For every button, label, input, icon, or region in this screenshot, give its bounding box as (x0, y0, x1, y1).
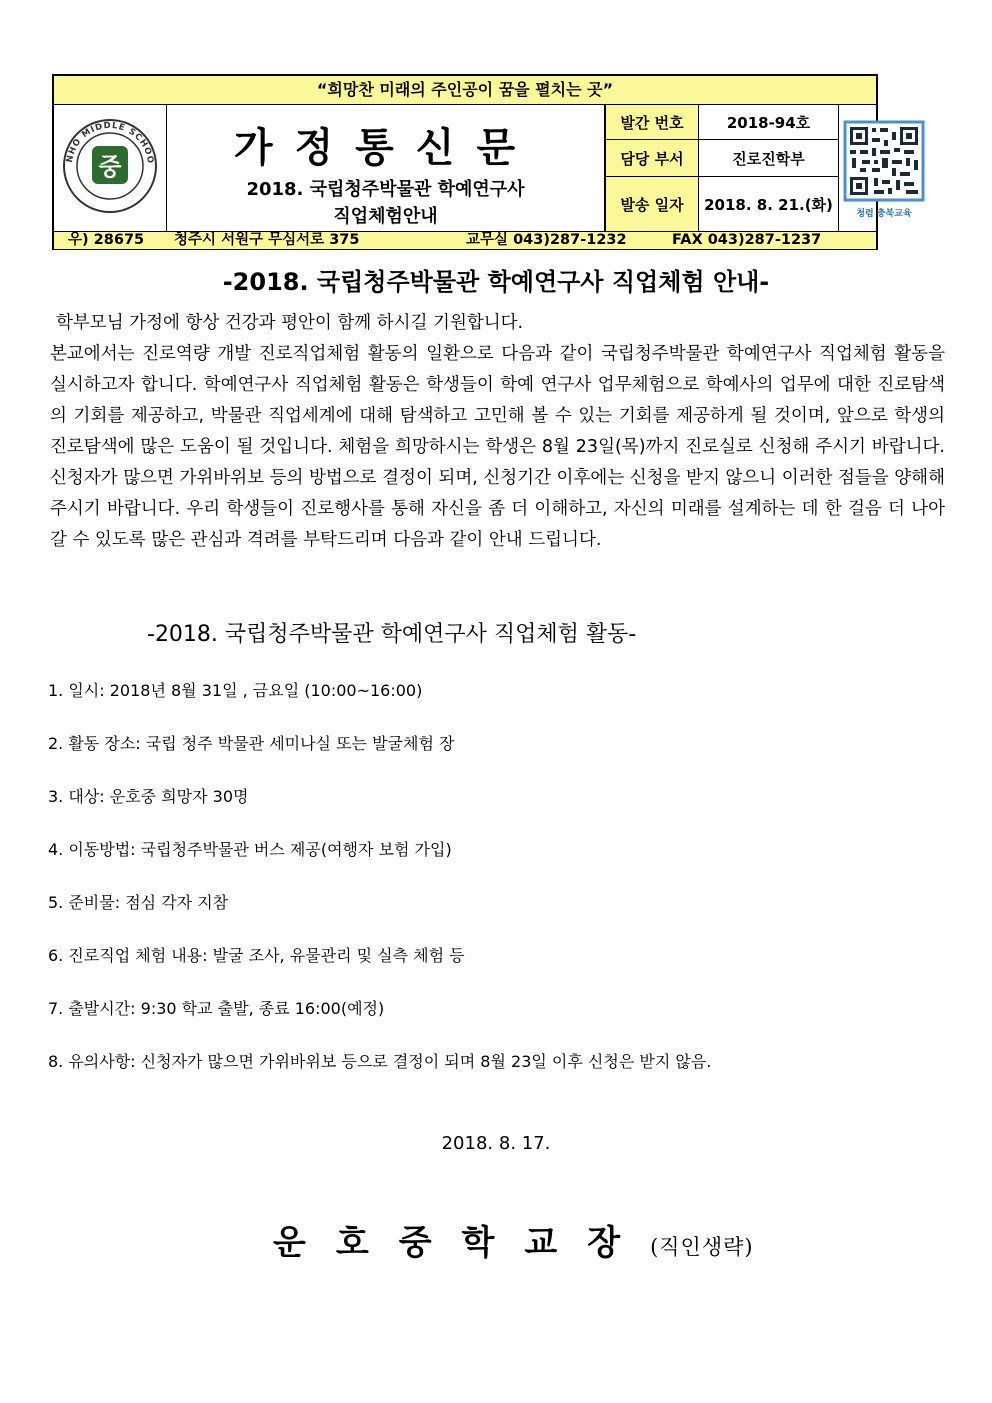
issue-number-label: 발간 번호 (606, 105, 699, 140)
office-phone: 교무실 043)287-1232 (466, 232, 627, 248)
street-address: 청주시 서원구 무심서로 375 (174, 232, 360, 248)
logo-char: 중 (98, 153, 122, 181)
principal-signature (273, 1215, 754, 1264)
page-title: 가정통신문 (233, 124, 538, 171)
qr-cell (840, 104, 912, 231)
list-item: 2. 활동 장소: 국립 청주 박물관 세미나실 또는 발굴체험 장 (48, 734, 455, 753)
issue-date: 2018. 8. 17. (441, 1133, 551, 1154)
seal-note: (직인생략) (650, 1235, 754, 1259)
postal-code: 우) 28675 (68, 232, 145, 248)
list-item: 1. 일시: 2018년 8월 31일 , 금요일 (10:00~16:00) (48, 681, 423, 700)
logo-text: NHO MIDDLE SCHOO (65, 120, 156, 165)
list-item: 4. 이동방법: 국립청주박물관 버스 제공(여행자 보험 가입) (48, 840, 452, 859)
qr-code-icon (840, 104, 928, 231)
signer-name: 운호중학교장 (273, 1223, 651, 1263)
school-emblem-icon (54, 104, 166, 231)
school-logo-cell (54, 104, 167, 231)
greeting: 학부모님 가정에 항상 건강과 평안이 함께 하시길 기원합니다. (56, 313, 524, 333)
subtitle-line-1: 2018. 국립청주박물관 학예연구사 (246, 179, 525, 200)
intro-text (50, 308, 945, 556)
intro-body: 본교에서는 진로역량 개발 진로직업체험 활동의 일환으로 다음과 같이 국립청주박물관 학예연구사 직업체험 활동을 실시하고자 합니다. 학예연구사 직업체험 활동은 학생들이 학예 연구사 업무체험으로 학예사의 업무에 대한 진로탐색의 기회를 제공하고, 박물관 직업세계에 대해 탐색하고 고민해 볼 수 있는 기회를 제공하게 될 것이며, 앞으로 학생의 진로탐색에 많은 도움이 될 것입니다. 체험을 희망하시는 학생은 8월 23일(목)까지 진로실로 신청해 주시기 바랍니다. 신청자가 많으면 가위바위보 등의 방법으로 결정이 되며, 신청기간 이후에는 신청을 받지 않으니 이러한 점들을 양해해 주시기 바랍니다. 우리 학생들이 진로행사를 통해 자신을 좀 더 이해하고, 자신의 미래를 설계하는 데 한 걸음 더 나아갈 수 있도록 많은 관심과 격려를 부탁드리며 다음과 같이 안내 드립니다. (50, 344, 945, 550)
list-item: 3. 대상: 운호중 희망자 30명 (48, 787, 249, 806)
list-item: 6. 진로직업 체험 내용: 발굴 조사, 유물관리 및 실측 체험 등 (48, 946, 465, 965)
department-value: 진로진학부 (699, 140, 839, 177)
issue-info-table (605, 104, 839, 232)
qr-caption: 청렴 충북교육 (856, 209, 912, 219)
newsletter-header (52, 74, 912, 250)
list-item: 8. 유의사항: 신청자가 많으면 가위바위보 등으로 결정이 되며 8월 23일 이후 신청은 받지 않음. (48, 1052, 712, 1071)
fax-number: FAX 043)287-1237 (672, 232, 822, 248)
send-date-value: 2018. 8. 21.(화) (699, 177, 839, 232)
send-date-label: 발송 일자 (606, 177, 699, 232)
address-bar (54, 231, 876, 249)
issue-number-value: 2018-94호 (699, 105, 839, 140)
slogan: “희망찬 미래의 주인공이 꿈을 펼치는 곳” (54, 76, 876, 105)
department-label: 담당 부서 (606, 140, 699, 177)
main-heading: -2018. 국립청주박물관 학예연구사 직업체험 안내- (222, 268, 770, 296)
section-heading: -2018. 국립청주박물관 학예연구사 직업체험 활동- (147, 622, 637, 647)
list-item: 5. 준비물: 점심 각자 지참 (48, 893, 229, 912)
page-subtitle (167, 176, 604, 230)
title-cell (167, 104, 605, 231)
subtitle-line-2: 직업체험안내 (333, 206, 438, 227)
activity-list (48, 676, 948, 1100)
list-item: 7. 출발시간: 9:30 학교 출발, 종료 16:00(예정) (48, 999, 385, 1018)
